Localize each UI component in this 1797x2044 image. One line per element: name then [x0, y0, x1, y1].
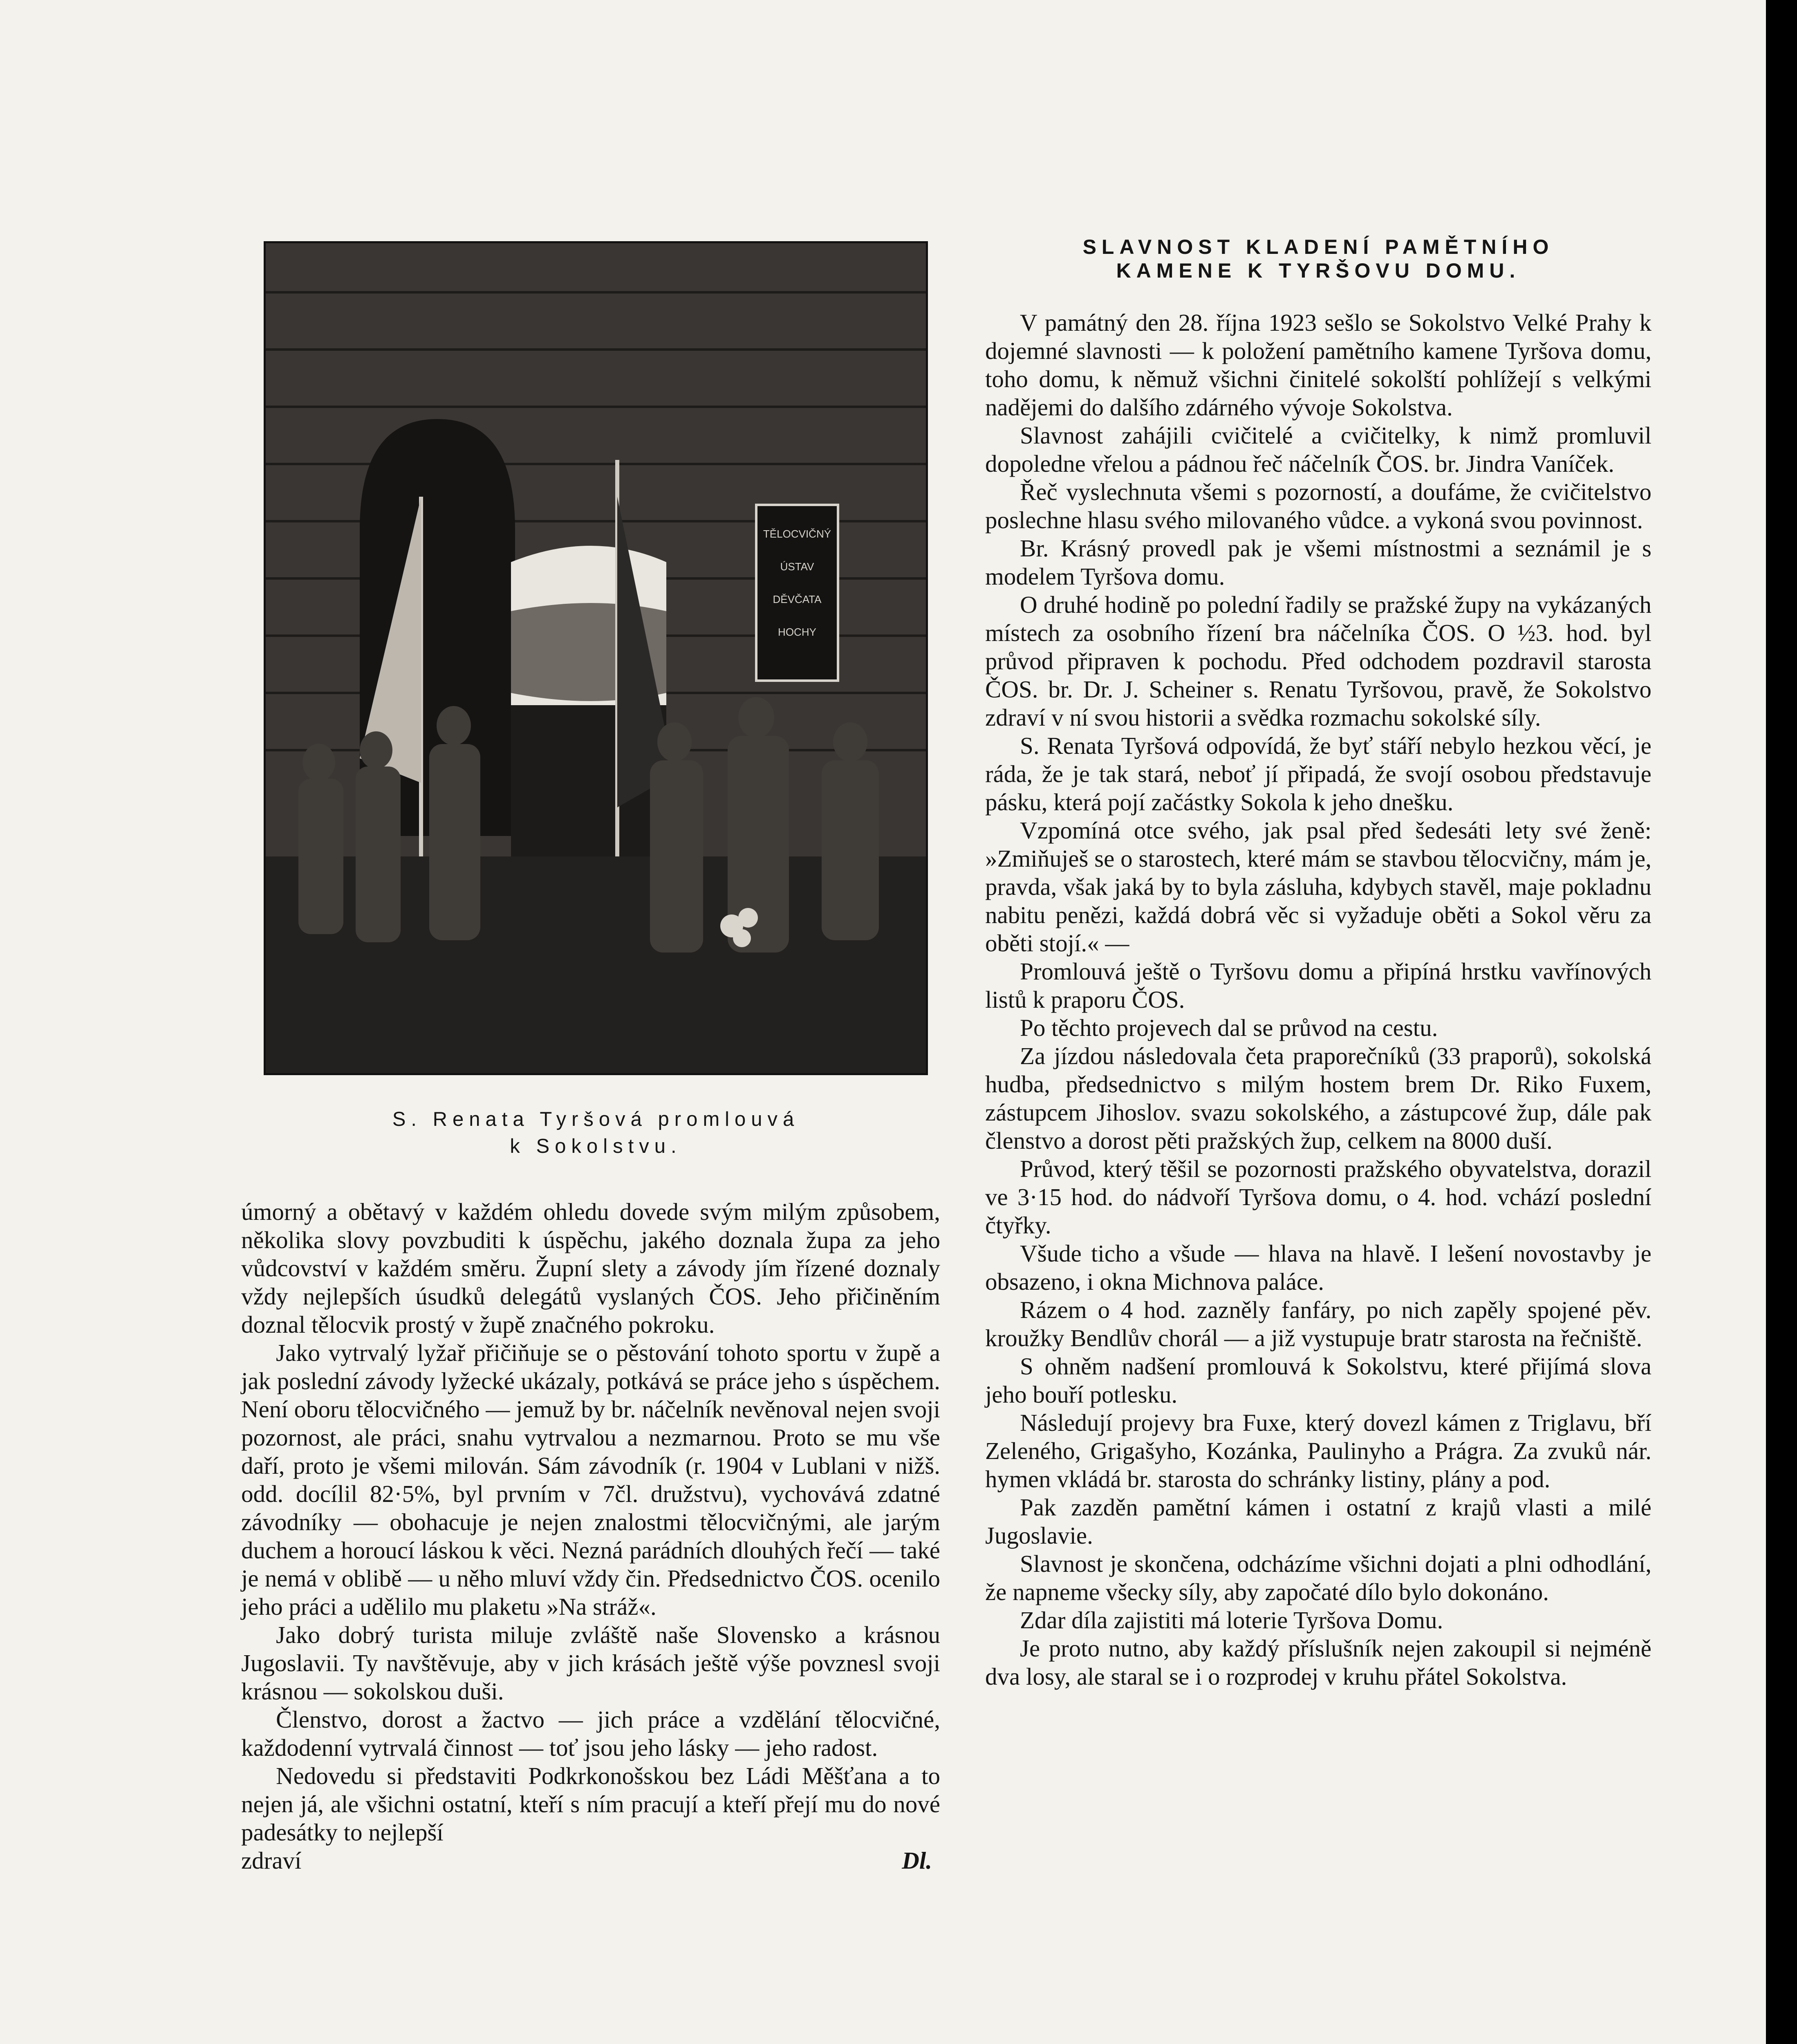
right-paragraph-1: V památný den 28. října 1923 sešlo se Sokolstvo Velké Prahy k dojemné slavnosti — k položení pamětního kamene Tyršova domu, toho domu, k němuž všichni činitelé sokolští pohlížejí s velkými nadějemi do dalšího zdárného vývoje Sokolstva. [985, 309, 1651, 421]
right-paragraph-6: S. Renata Tyršová odpovídá, že byť stáří nebylo hezkou věcí, je ráda, že je tak stará, neboť jí připadá, že svojí osobou představuje pásku, která pojí začástky Sokola k jeho dnešku. [985, 732, 1651, 816]
right-paragraph-12: Všude ticho a všude — hlava na hlavě. I lešení novostavby je obsazeno, i okna Michnova paláce. [985, 1240, 1651, 1295]
author-signature: Dl. [902, 1847, 932, 1874]
left-paragraph-3: Jako dobrý turista miluje zvláště naše Slovensko a krásnou Jugoslavii. Ty navštěvuje, aby v jich krásách ještě výše povznesl svoji krásnou — sokolskou duši. [241, 1621, 940, 1705]
photo-caption-line-1: S. Renata Tyršová promlouvá [392, 1108, 800, 1130]
photo-caption [264, 1106, 928, 1160]
photo-icon [266, 243, 926, 1073]
right-column [985, 309, 1651, 1691]
left-column [241, 1198, 940, 1875]
right-paragraph-8: Promlouvá ještě o Tyršovu domu a připíná hrstku vavřínových listů k praporu ČOS. [985, 958, 1651, 1013]
school-sign-line-2: ÚSTAV [780, 560, 814, 573]
photo [264, 241, 928, 1075]
school-sign-line-3: DĚVČATA [773, 593, 822, 605]
right-paragraph-17: Slavnost je skončena, odcházíme všichni dojati a plni odhodlání, že napneme všecky síly, aby započaté dílo bylo dokonáno. [985, 1550, 1651, 1605]
right-paragraph-10: Za jízdou následovala četa praporečníků (33 praporů), sokolská hudba, předsednictvo s milým hostem brem Dr. Riko Fuxem, zástupcem Jihoslov. svazu sokolského, a zástupcové žup, dále pak členstvo a dorost pěti pražských žup, celkem na 8000 duší. [985, 1042, 1651, 1154]
left-closing-word: zdraví [241, 1847, 302, 1874]
right-paragraph-19: Je proto nutno, aby každý příslušník nejen zakoupil si nejméně dva losy, ale staral se i o rozprodej v kruhu přátel Sokolstva. [985, 1635, 1651, 1690]
photo-caption-line-2: k Sokolstvu. [510, 1135, 682, 1157]
right-paragraph-2: Slavnost zahájili cvičitelé a cvičitelky, k nimž promluvil dopoledne vřelou a pádnou řeč náčelník ČOS. br. Jindra Vaníček. [985, 422, 1651, 477]
right-paragraph-13: Rázem o 4 hod. zazněly fanfáry, po nich zapěly spojené pěv. kroužky Bendlův chorál — a již vystupuje bratr starosta na řečniště. [985, 1296, 1651, 1351]
left-paragraph-2: Jako vytrvalý lyžař přičiňuje se o pěstování tohoto sportu v župě a jak poslední závody lyžecké ukázaly, potkává se práce jeho s úspěchem. Není oboru tělocvičného — jemuž by br. náčelník nevěnoval nejen svoji pozornost, ale práci, snahu vytrvalou a nezmarnou. Proto se mu vše daří, proto je všemi milován. Sám závodník (r. 1904 v Lublani v nižš. odd. docílil 82·5%, byl prvním v 7čl. družstvu), vychovává zdatné závodníky — obohacuje je nejen znalostmi tělocvičnými, ale jarým duchem a horoucí láskou k věci. Nezná parádních dlouhých řečí — také je nemá v oblibě — u něho mluví vždy čin. Předsednictvo ČOS. ocenilo jeho práci a udělilo mu plaketu »Na stráž«. [241, 1339, 940, 1620]
school-sign-line-4: HOCHY [778, 626, 816, 638]
right-paragraph-18: Zdar díla zajistiti má loterie Tyršova Domu. [1020, 1607, 1443, 1634]
right-paragraph-4: Br. Krásný provedl pak je všemi místnostmi a seznámil je s modelem Tyršova domu. [985, 535, 1651, 590]
right-paragraph-16: Pak zazděn pamětní kámen i ostatní z krajů vlasti a milé Jugoslavie. [985, 1494, 1651, 1549]
right-paragraph-15: Následují projevy bra Fuxe, který dovezl kámen z Triglavu, bří Zeleného, Grigašyho, Kozánka, Paulinyho a Prágra. Za zvuků nár. hymen vkládá br. starosta do schránky listiny, plány a pod. [985, 1409, 1651, 1493]
left-closing-line [241, 1847, 940, 1875]
article-headline-line-2: KAMENE K TYRŠOVU DOMU. [1116, 259, 1521, 282]
left-paragraph-4: Členstvo, dorost a žactvo — jich práce a vzdělání tělocvičné, každodenní vytrvalá činnost — toť jsou jeho lásky — jeho radost. [241, 1706, 940, 1761]
left-paragraph-1: úmorný a obětavý v každém ohledu dovede svým milým způsobem, několika slovy povzbuditi k úspěchu, jakého doznala župa za jeho vůdcovství v každém směru. Župní slety a závody jím řízené doznaly vždy nejlepších úsudků delegátů vyslaných ČOS. Jeho přičiněním doznal tělocvik prostý v župě značného pokroku. [241, 1198, 940, 1338]
right-paragraph-5: O druhé hodině po polední řadily se pražské župy na vykázaných místech za osobního řízení bra náčelníka ČOS. O ½3. hod. byl průvod připraven k pochodu. Před odchodem pozdravil starosta ČOS. br. Dr. J. Scheiner s. Renatu Tyršovou, pravě, že Sokolstvo zdraví v ní svou historii a svědka rozmachu sokolské síly. [985, 591, 1651, 731]
right-paragraph-9: Po těchto projevech dal se průvod na cestu. [1020, 1014, 1438, 1041]
article-headline [985, 235, 1651, 282]
school-sign-line-1: TĚLOCVIČNÝ [763, 528, 831, 540]
right-paragraph-14: S ohněm nadšení promlouvá k Sokolstvu, které přijímá slova jeho bouří potlesku. [985, 1353, 1651, 1408]
right-paragraph-7: Vzpomíná otce svého, jak psal před šedesáti lety své ženě: »Zmiňuješ se o starostech, které mám se stavbou tělocvičny, mám je, pravda, však jaká by to byla zásluha, kdybych stavěl, maje pokladnu nabitu penězi, každá dobrá věc si vyžaduje oběti a Sokol věru za oběti stojí.« — [985, 817, 1651, 957]
right-paragraph-3: Řeč vyslechnuta všemi s pozorností, a doufáme, že cvičitelstvo poslechne hlasu svého milovaného vůdce. a vykoná svou povinnost. [985, 478, 1651, 533]
right-paragraph-11: Průvod, který těšil se pozornosti pražského obyvatelstva, dorazil ve 3·15 hod. do nádvoří Tyršova domu, o 4. hod. vchází poslední čtyřky. [985, 1155, 1651, 1239]
article-headline-line-1: SLAVNOST KLADENÍ PAMĚTNÍHO [1082, 235, 1554, 258]
left-paragraph-5: Nedovedu si představiti Podkrkonošskou bez Ládi Měšťana a to nejen já, ale všichni ostatní, kteří s ním pracují a kteří přejí mu do nové padesátky to nejlepší [241, 1762, 940, 1846]
